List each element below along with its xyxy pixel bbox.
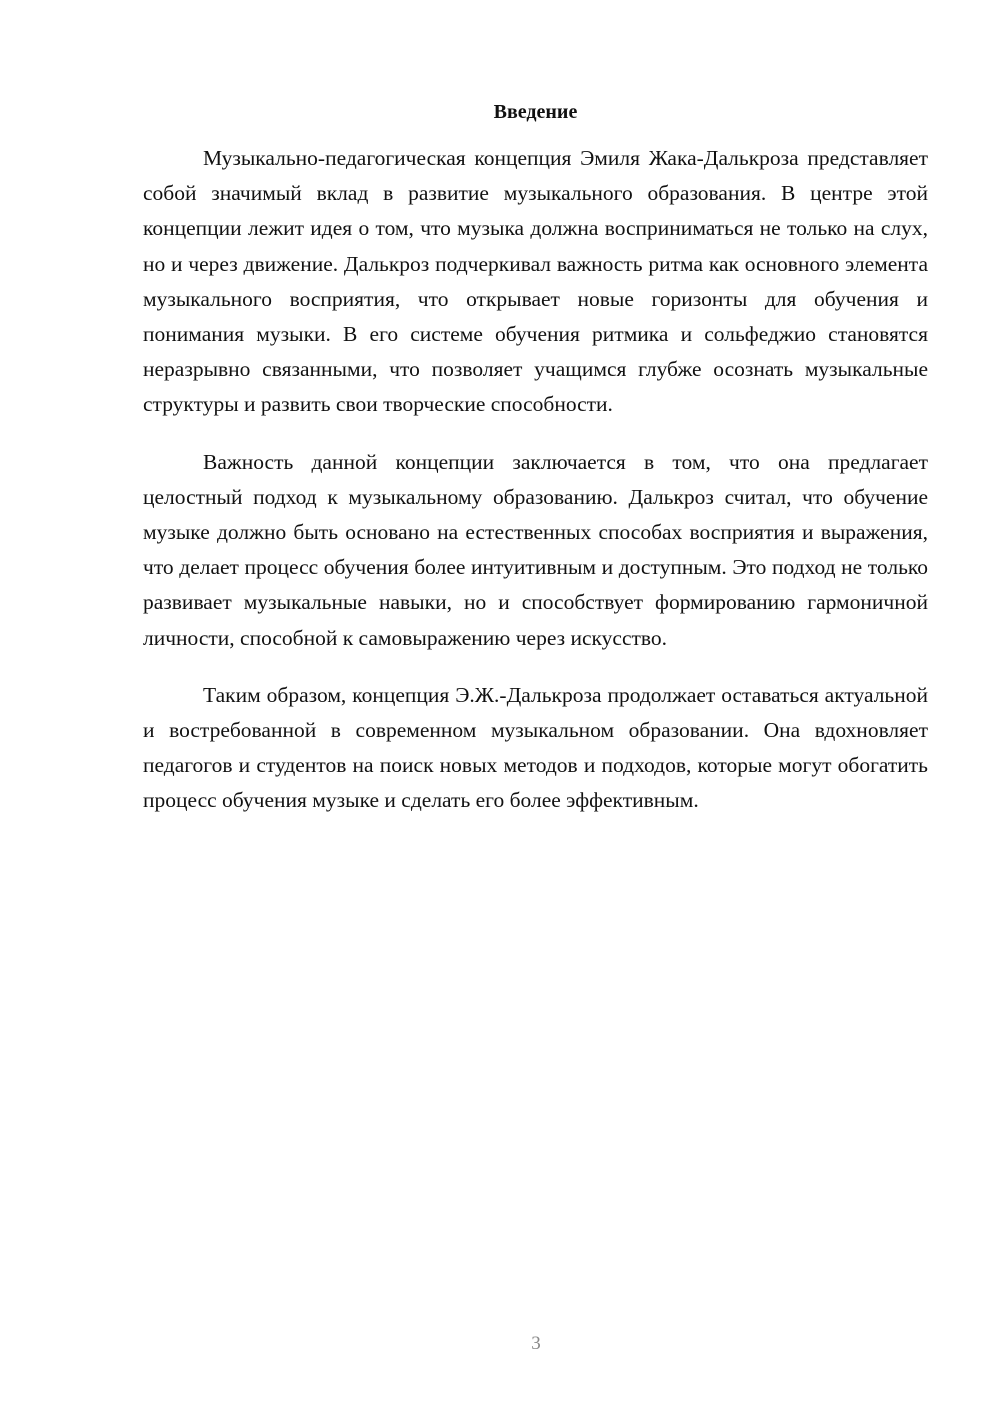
section-title: Введение (493, 101, 578, 123)
paragraph-importance: Важность данной концепции заключается в том, что она предлагает целостный подход к музыкальному образованию. Далькроз считал, что обучение музыке должно быть основано на естественных способах восприятия и выражения, что делает процесс обучения более интуитивным и доступным. Это подход не только развивает музыкальные навыки, но и способствует формированию гармоничной личности, способной к самовыражению через искусство. (143, 449, 928, 650)
paragraph-conclusion: Таким образом, концепция Э.Ж.-Далькроза продолжает оставаться актуальной и востребованной в современном музыкальном образовании. Она вдохновляет педагогов и студентов на поиск новых методов и подходов, которые могут обогатить процесс обучения музыке и сделать его более эффективным. (143, 682, 928, 813)
page-content (143, 97, 928, 819)
page-number: 3 (531, 1333, 541, 1354)
paragraph-intro: Музыкально-педагогическая концепция Эмиля Жака-Далькроза представляет собой значимый вклад в развитие музыкального образования. В центре этой концепции лежит идея о том, что музыка должна восприниматься не только на слух, но и через движение. Далькроз подчеркивал важность ритма как основного элемента музыкального восприятия, что открывает новые горизонты для обучения и понимания музыки. В его системе обучения ритмика и сольфеджио становятся неразрывно связанными, что позволяет учащимся глубже осознать музыкальные структуры и развить свои творческие способности. (143, 146, 928, 417)
